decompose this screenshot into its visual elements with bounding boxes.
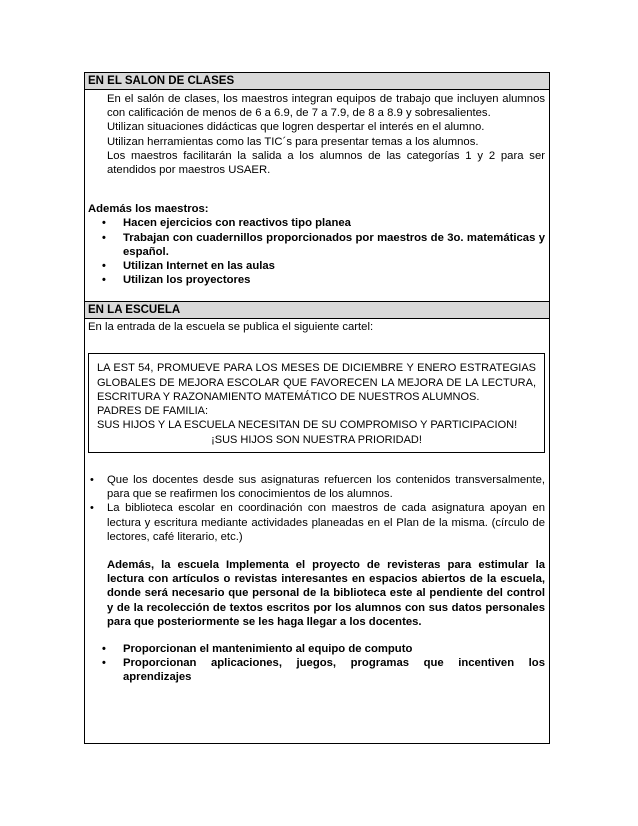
salon-line-3: Utilizan herramientas como las TIC´s para presentar temas a los alumnos. xyxy=(107,135,479,148)
poster-box xyxy=(88,353,545,453)
salon-line-1: En el salón de clases, los maestros integran equipos de trabajo que incluyen alumnos con calificación de menos de 6 a 6.9, de 7 a 7.9, de 8 a 8.9 y sobresalientes. xyxy=(107,93,545,120)
salon-line-2: Utilizan situaciones didácticas que logren despertar el interés en el alumno. xyxy=(107,121,485,134)
list-item: • Hacen ejercicios con reactivos tipo planea xyxy=(85,216,549,230)
salon-intro: Además los maestros: xyxy=(88,203,209,216)
section-header-salon: EN EL SALON DE CLASES xyxy=(85,73,550,90)
section-body-salon xyxy=(85,90,550,302)
escuela-paragraph: Además, la escuela Implementa el proyecto de revisteras para estimular la lectura con artículos o revistas interesantes en espacios abiertos de la escuela, donde será necesario que personal de la biblioteca este al pendiente del control y de la recolección de textos escritos por los alumnos con sus datos personales para que posteriormente se les haga llegar a los docentes. xyxy=(107,559,545,628)
report-table xyxy=(84,72,550,744)
poster-closing: ¡SUS HIJOS SON NUESTRA PRIORIDAD! xyxy=(211,433,422,446)
escuela-intro: En la entrada de la escuela se publica el siguiente cartel: xyxy=(88,321,374,333)
document-page xyxy=(84,72,550,744)
list-item: • Utilizan Internet en las aulas xyxy=(85,259,549,273)
list-item: • Utilizan los proyectores xyxy=(85,273,549,287)
salon-bullet-list xyxy=(85,216,549,287)
list-item: • Que los docentes desde sus asignaturas refuercen los contenidos transversalmente, para que se reafirmen los conocimientos de los alumnos. xyxy=(85,473,549,501)
section-body-escuela xyxy=(85,319,550,744)
list-item: • Proporcionan el mantenimiento al equipo de computo xyxy=(85,642,549,656)
escuela-bullet-list xyxy=(85,473,549,544)
poster-message: SUS HIJOS Y LA ESCUELA NECESITAN DE SU COMPROMISO Y PARTICIPACION! xyxy=(97,419,518,432)
list-item: • Trabajan con cuadernillos proporcionados por maestros de 3o. matemáticas y español. xyxy=(85,231,549,259)
list-item: • La biblioteca escolar en coordinación con maestros de cada asignatura apoyan en lectura y escritura mediante actividades planeadas en el Plan de la misma. (círculo de lectores, café literario, etc.) xyxy=(85,501,549,544)
salon-line-4: Los maestros facilitarán la salida a los alumnos de las categorías 1 y 2 para ser atendidos por maestros USAER. xyxy=(107,149,545,177)
poster-body: LA EST 54, PROMUEVE PARA LOS MESES DE DICIEMBRE Y ENERO ESTRATEGIAS GLOBALES DE MEJORA ESCOLAR QUE FAVORECEN LA MEJORA DE LA LECTURA, ESCRITURA Y RAZONAMIENTO MATEMÁTICO DE NUESTROS ALUMNOS. xyxy=(97,362,536,403)
section-header-escuela: EN LA ESCUELA xyxy=(85,302,550,319)
poster-greeting: PADRES DE FAMILIA: xyxy=(97,405,209,418)
escuela-final-bullet-list xyxy=(85,642,549,685)
list-item: • Proporcionan aplicaciones, juegos, programas que incentiven los aprendizajes xyxy=(85,656,549,684)
